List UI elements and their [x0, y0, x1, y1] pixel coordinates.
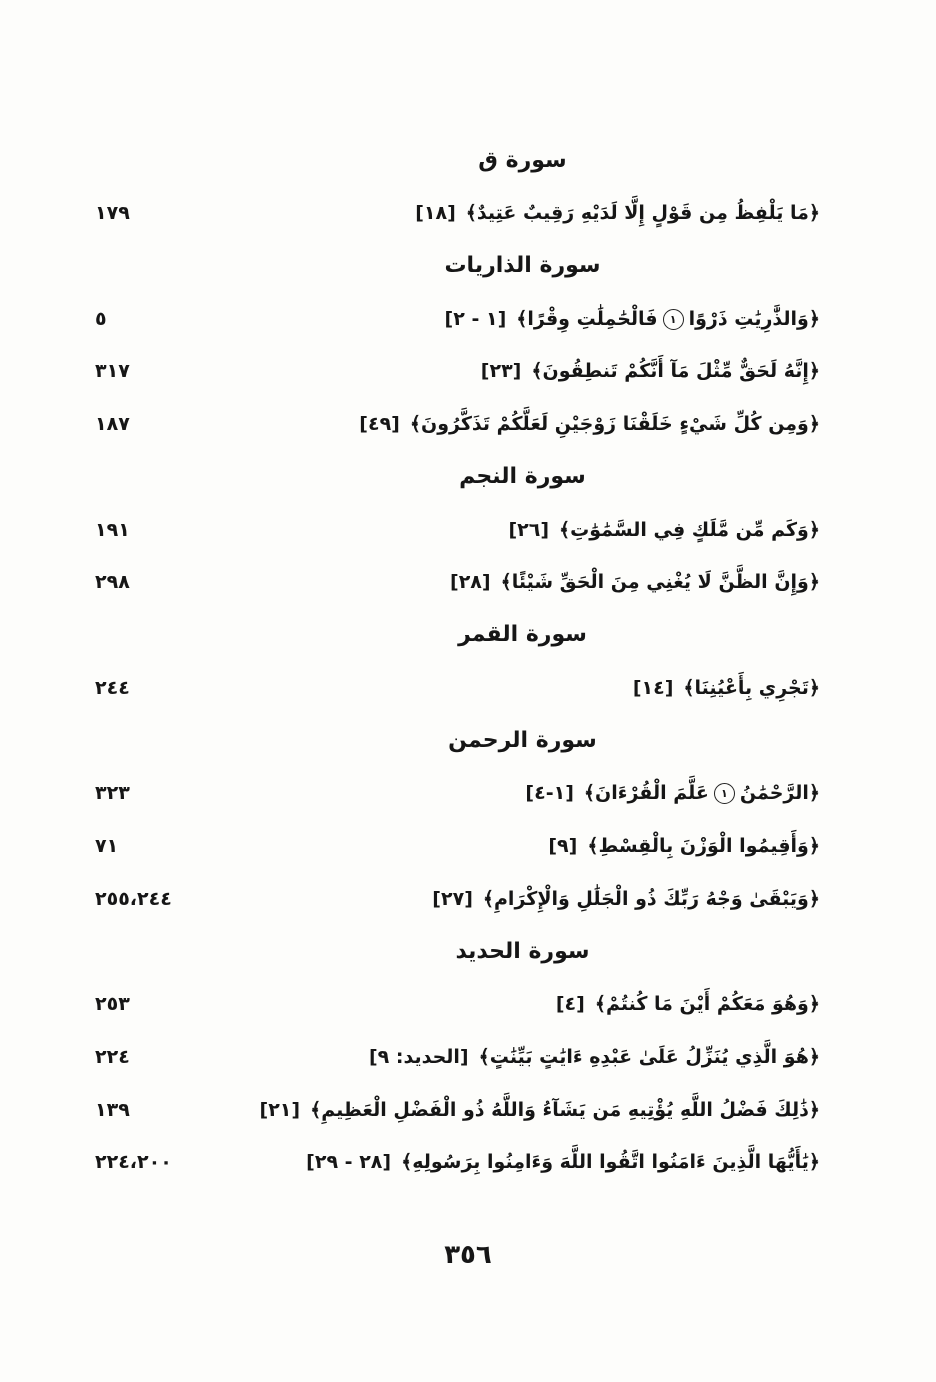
page-reference: ٥: [95, 307, 107, 330]
page-cell: [95, 993, 225, 1015]
verse-cell: [225, 413, 820, 435]
index-entry: [95, 767, 820, 820]
page-reference: ٢٤٤: [95, 676, 130, 699]
surah-section-header: [95, 239, 820, 292]
page-cell: [95, 835, 225, 857]
page-references: [95, 571, 130, 593]
index-entry: [95, 398, 820, 451]
verse-text: ﴿مَا يَلْفِظُ مِن قَوْلٍ إِلَّا لَدَيْهِ رَقِيبٌ عَتِيدٌ﴾: [465, 202, 820, 225]
verse-text: ﴿هُوَ الَّذِي يُنَزِّلُ عَلَىٰ عَبْدِهِ ءَايَٰتٍ بَيِّنَٰتٍ﴾: [478, 1045, 820, 1068]
page-reference: ٣٢٣: [95, 782, 130, 805]
page-cell: [95, 1046, 225, 1068]
index-entry: [95, 1083, 820, 1136]
verse-reference: [٢٣]: [480, 360, 522, 383]
verse-cell: [225, 835, 820, 857]
verse-text: ﴿ذَٰلِكَ فَضْلُ اللَّهِ يُؤْتِيهِ مَن يَشَآءُ وَاللَّهُ ذُو الْفَضْلِ الْعَظِيمِ﴾: [310, 1098, 820, 1121]
index-entry: [95, 345, 820, 398]
page-reference: ٢٤٤: [137, 887, 172, 910]
page-reference: ١٨٧: [95, 413, 130, 436]
verse-text: ﴿وَيَبْقَىٰ وَجْهُ رَبِّكَ ذُو الْجَلَٰلِ وَالْإِكْرَامِ﴾: [482, 887, 820, 910]
surah-section-header: [95, 134, 820, 187]
page-references: [95, 202, 130, 224]
index-entry: [95, 1136, 820, 1189]
page-cell: [95, 677, 225, 699]
index-entry: [95, 503, 820, 556]
verse-cell: [225, 1046, 820, 1068]
ayah-number-marker: ١: [663, 309, 684, 330]
index-entry: [95, 1030, 820, 1083]
verse-reference: [٢٧]: [432, 887, 473, 910]
verse-reference: [٢١]: [259, 1098, 301, 1121]
page-references: [95, 1151, 172, 1173]
page-reference: ٢٢٤: [95, 1045, 130, 1068]
page-number: ٣٥٦: [444, 1240, 492, 1270]
page-cell: [95, 308, 225, 330]
page-references: [95, 360, 130, 382]
page-references: [95, 677, 130, 699]
page-references: [95, 308, 107, 330]
verse-reference: [١٤]: [632, 676, 674, 699]
surah-heading: سورة الرحمن: [448, 727, 597, 753]
index-entry: [95, 978, 820, 1031]
verse-reference: [١ - ٢]: [444, 307, 507, 330]
page-cell: [95, 571, 225, 593]
verse-cell: [225, 519, 820, 541]
page-cell: [95, 413, 225, 435]
surah-heading: سورة القمر: [458, 622, 587, 648]
page-references: [95, 1099, 130, 1121]
verse-cell: [225, 360, 820, 382]
page-cell: [95, 888, 225, 910]
page-cell: [95, 782, 225, 804]
surah-section-header: [95, 714, 820, 767]
verse-reference: [١-٤]: [525, 782, 574, 805]
verse-reference: [٩]: [548, 834, 578, 857]
surah-heading: سورة الحديد: [455, 938, 590, 964]
verse-text: ﴿الرَّحْمَٰنُ: [739, 782, 820, 805]
index-entry: [95, 661, 820, 714]
page-cell: [95, 360, 225, 382]
surah-section-header: [95, 450, 820, 503]
index-entry: [95, 820, 820, 873]
page-cell: [95, 519, 225, 541]
verse-text: فَالْحَٰمِلَٰتِ وِقْرًا﴾: [516, 307, 658, 330]
verse-cell: [225, 202, 820, 224]
page-reference: ٧١: [95, 834, 119, 857]
verse-text: ﴿وَأَقِيمُوا الْوَزْنَ بِالْقِسْطِ﴾: [587, 834, 820, 857]
verse-reference: [١٨]: [415, 202, 456, 225]
verse-text: ﴿تَجْرِي بِأَعْيُنِنَا﴾: [683, 676, 820, 699]
page-references: [95, 413, 130, 435]
surah-section-header: [95, 609, 820, 662]
page-cell: [95, 1151, 225, 1173]
page-reference: ٢٥٣: [95, 993, 130, 1016]
verse-reference: [٤]: [555, 993, 585, 1016]
verse-reference: [٤٩]: [359, 413, 400, 436]
page-reference: ١٣٩: [95, 1098, 130, 1121]
verse-cell: [225, 1099, 820, 1121]
page-references: [95, 888, 172, 910]
page-reference: ٢٥٥: [95, 887, 130, 910]
index-entry: [95, 292, 820, 345]
verse-text: ﴿يَٰأَيُّهَا الَّذِينَ ءَامَنُوا اتَّقُوا اللَّهَ وَءَامِنُوا بِرَسُولِهِ﴾: [401, 1151, 820, 1174]
verse-reference: [٢٨ - ٢٩]: [306, 1151, 392, 1174]
verse-text: ﴿وَكَم مِّن مَّلَكٍ فِي السَّمَٰوَٰتِ﴾: [559, 518, 820, 541]
surah-heading: سورة النجم: [459, 464, 586, 490]
verse-cell: [225, 888, 820, 910]
verse-reference: [٢٨]: [450, 571, 491, 594]
verse-reference: [٢٦]: [508, 518, 550, 541]
verse-cell: [225, 677, 820, 699]
verse-index-list: [95, 134, 820, 1189]
surah-heading: سورة ق: [478, 147, 567, 173]
index-entry: [95, 872, 820, 925]
index-entry: [95, 556, 820, 609]
verse-text: ﴿وَهُوَ مَعَكُمْ أَيْنَ مَا كُنتُمْ﴾: [594, 993, 820, 1016]
page-reference: ١٩١: [95, 518, 130, 541]
verse-cell: [225, 308, 820, 330]
verse-text: عَلَّمَ الْقُرْءَانَ﴾: [583, 782, 709, 805]
verse-text: ﴿وَإِنَّ الظَّنَّ لَا يُغْنِي مِنَ الْحَقِّ شَيْئًا﴾: [500, 571, 820, 594]
surah-heading: سورة الذاريات: [444, 253, 601, 279]
verse-text: ﴿وَالذَّٰرِيَٰتِ ذَرْوًا: [688, 307, 820, 330]
verse-reference: [الحديد: ٩]: [368, 1045, 469, 1068]
page-reference: ٢٩٨: [95, 571, 130, 594]
verse-cell: [225, 993, 820, 1015]
page-references: [95, 993, 130, 1015]
verse-text: ﴿وَمِن كُلِّ شَيْءٍ خَلَقْنَا زَوْجَيْنِ لَعَلَّكُمْ تَذَكَّرُونَ﴾: [409, 413, 820, 436]
page-cell: [95, 1099, 225, 1121]
verse-text: ﴿إِنَّهُ لَحَقٌّ مِّثْلَ مَآ أَنَّكُمْ تَنطِقُونَ﴾: [531, 360, 820, 383]
page-reference-separator: ،: [129, 887, 138, 910]
page-references: [95, 519, 130, 541]
verse-cell: [225, 782, 820, 804]
page-reference: ١٧٩: [95, 202, 130, 225]
page-references: [95, 835, 118, 857]
page-reference-separator: ،: [129, 1151, 138, 1174]
page-reference: ٣١٧: [95, 360, 130, 383]
page-references: [95, 1046, 130, 1068]
ayah-number-marker: ١: [714, 783, 735, 804]
page-references: [95, 782, 130, 804]
page-reference: ٢٢٤: [95, 1151, 130, 1174]
page-cell: [95, 202, 225, 224]
verse-cell: [225, 1151, 820, 1173]
verse-cell: [225, 571, 820, 593]
page-reference: ٢٠٠: [137, 1151, 172, 1174]
surah-section-header: [95, 925, 820, 978]
index-entry: [95, 187, 820, 240]
